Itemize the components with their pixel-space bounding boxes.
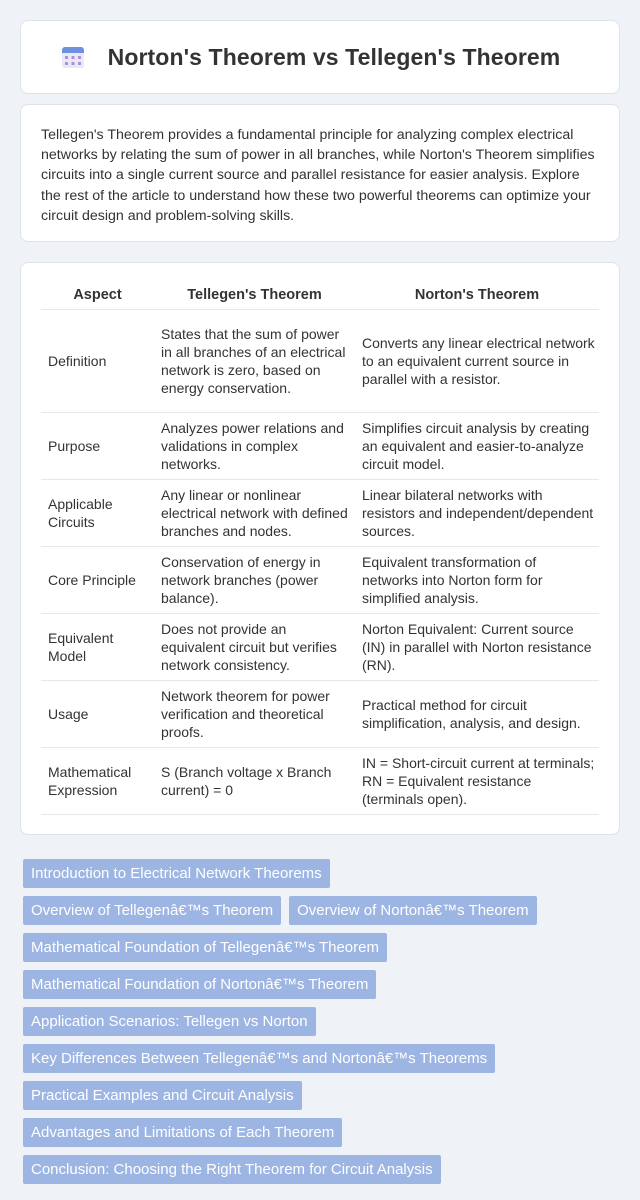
tag-row [23,970,623,999]
cell-aspect: Usage [41,680,154,747]
topic-link[interactable]: Conclusion: Choosing the Right Theorem for Circuit Analysis [23,1155,441,1184]
table-row [41,412,599,479]
tag-row [23,1044,623,1073]
header-aspect: Aspect [41,281,154,309]
table-row [41,747,599,814]
topic-link[interactable]: Application Scenarios: Tellegen vs Norton [23,1007,316,1036]
table-row [41,479,599,546]
table-header-row [41,281,599,309]
cell-tellegen: Conservation of energy in network branches (power balance). [154,546,355,613]
cell-aspect: Equivalent Model [41,613,154,680]
cell-aspect: Mathematical Expression [41,747,154,814]
cell-tellegen: Any linear or nonlinear electrical network with defined branches and nodes. [154,479,355,546]
cell-tellegen: Analyzes power relations and validations in complex networks. [154,412,355,479]
comparison-table [41,281,599,815]
cell-norton: Practical method for circuit simplification, analysis, and design. [355,680,599,747]
cell-aspect: Applicable Circuits [41,479,154,546]
tag-row [23,1118,623,1147]
cell-norton: Equivalent transformation of networks into Norton form for simplified analysis. [355,546,599,613]
tag-row [23,933,623,962]
cell-aspect: Purpose [41,412,154,479]
table-row [41,680,599,747]
cell-aspect: Core Principle [41,546,154,613]
topic-link[interactable]: Overview of Nortonâ€™s Theorem [289,896,536,925]
title-card [20,20,620,94]
tag-row [23,1155,623,1184]
cell-tellegen: Does not provide an equivalent circuit but verifies network consistency. [154,613,355,680]
cell-norton: Simplifies circuit analysis by creating an equivalent and easier-to-analyze circuit model. [355,412,599,479]
intro-card [20,104,620,242]
cell-aspect: Definition [41,309,154,412]
topic-link[interactable]: Mathematical Foundation of Nortonâ€™s Theorem [23,970,376,999]
tag-row [23,1007,623,1036]
cell-tellegen: S (Branch voltage x Branch current) = 0 [154,747,355,814]
tag-row [23,859,623,888]
cell-norton: Norton Equivalent: Current source (IN) in parallel with Norton resistance (RN). [355,613,599,680]
comparison-card [20,262,620,835]
tag-row [23,1081,623,1110]
table-row [41,546,599,613]
cell-norton: Converts any linear electrical network to an equivalent current source in parallel with a resistor. [355,309,599,412]
topic-link[interactable]: Mathematical Foundation of Tellegenâ€™s Theorem [23,933,387,962]
header-norton: Norton's Theorem [355,281,599,309]
topic-tags [23,859,623,1192]
topic-link[interactable]: Introduction to Electrical Network Theorems [23,859,330,888]
calendar-grid-icon [60,44,86,70]
page-title: Norton's Theorem vs Tellegen's Theorem [107,43,561,70]
tag-row [23,896,623,925]
cell-norton: IN = Short-circuit current at terminals; RN = Equivalent resistance (terminals open). [355,747,599,814]
table-row [41,309,599,412]
header-tellegen: Tellegen's Theorem [154,281,355,309]
table-row [41,613,599,680]
cell-tellegen: Network theorem for power verification and theoretical proofs. [154,680,355,747]
topic-link[interactable]: Practical Examples and Circuit Analysis [23,1081,302,1110]
topic-link[interactable]: Overview of Tellegenâ€™s Theorem [23,896,281,925]
intro-paragraph: Tellegen's Theorem provides a fundamental principle for analyzing complex electrical networks by relating the sum of power in all branches, while Norton's Theorem simplifies circuits into a single current source and parallel resistance for easier analysis. Explore the rest of the article to understand how these two powerful theorems can optimize your circuit design and problem-solving skills. [41,127,595,224]
cell-norton: Linear bilateral networks with resistors and independent/dependent sources. [355,479,599,546]
topic-link[interactable]: Key Differences Between Tellegenâ€™s and Nortonâ€™s Theorems [23,1044,495,1073]
cell-tellegen: States that the sum of power in all branches of an electrical network is zero, based on energy conservation. [154,309,355,412]
topic-link[interactable]: Advantages and Limitations of Each Theorem [23,1118,342,1147]
